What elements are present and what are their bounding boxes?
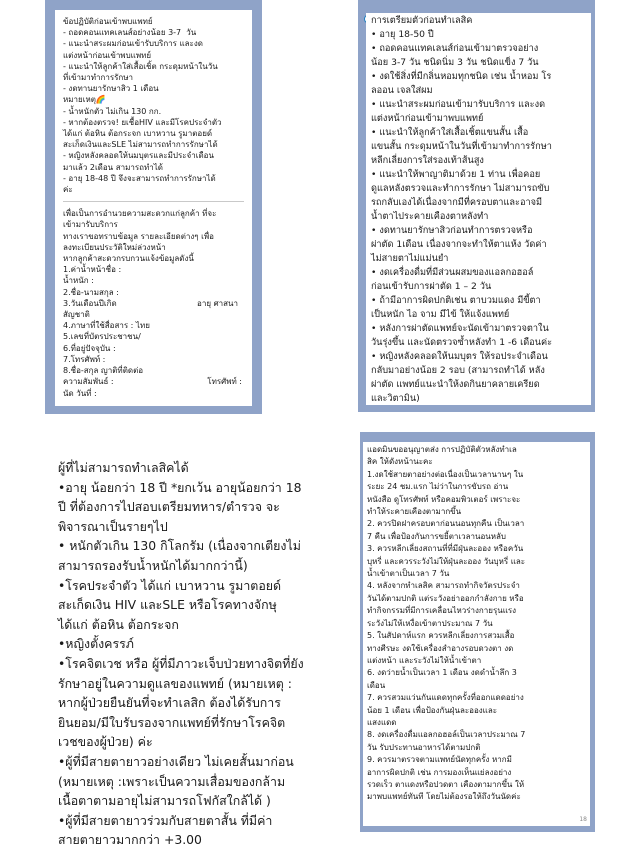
aftercare-line: วันได้ตามปกติ แต่ระวังอย่าออกกำลังกาย หรือ [367, 593, 524, 603]
preparation-line: รถกลับเองได้เนื่องจากมีที่ครอบตาและอาจมี [371, 197, 543, 208]
ineligible-line: สายตายาวมากกว่า +3.00 [58, 832, 202, 848]
card-post-lasik-care [360, 432, 595, 832]
aftercare-line: อาการผิดปกติ เช่น การมองเห็นแย่ลงอย่าง [367, 767, 512, 777]
post-lasik-care-list [367, 444, 588, 804]
ineligible-line: (หมายเหตุ :เพราะเป็นความเสื่อมของกล้าม [58, 773, 286, 789]
aftercare-line: 1.งดใช้สายตาอย่างต่อเนื่องเป็นเวลานานๆ ใน [367, 469, 524, 479]
checklist-line: - แนะนำให้ลูกค้าใส่เสื้อเชิ้ต กระดุมหน้าในวัน [63, 61, 218, 71]
form-field-label: 1.ค่าน้ำหน้าชื่อ : [63, 265, 122, 275]
form-field-row [63, 275, 244, 286]
preparation-line: และวิตามิน) [371, 393, 420, 404]
intro-line: ลงทะเบียนประวัติใหม่ล่วงหน้า [63, 242, 166, 252]
aftercare-line: วัน รับประทานอาหารได้ตามปกติ [367, 742, 481, 752]
aftercare-line: 2. ควรปิดฝาครอบตาก่อนนอนทุกคืน เป็นเวลา [367, 519, 525, 529]
card-pre-visit-guidelines [45, 0, 262, 414]
ineligible-line: •ผู้ที่มีสายตายาวร่วมกับสายตาสั้น ที่มีค่า [58, 812, 273, 828]
ineligible-line: พิจารณาเป็นรายๆไป [58, 518, 168, 534]
aftercare-line: น้อย 1 เดือน เพื่อป้องกันฝุ่นละอองและ [367, 705, 498, 715]
preparation-line: • ถ้ามีอาการผิดปกติเช่น ตาบวมแดง มีขี้ตา [371, 295, 541, 306]
form-field-label: 4.ภาษาที่ใช้สื่อสาร : ไทย [63, 321, 150, 331]
age-religion-label: อายุ ศาสนา [197, 298, 238, 308]
preparation-line: • หญิงหลังคลอดให้นมบุตร ให้รอประจำเดือน [371, 351, 548, 362]
registration-intro [63, 208, 244, 264]
ineligible-line: รักษาอยู่ในความดูแลของแพทย์ (หมายเหตุ : [58, 675, 292, 691]
form-field-row [63, 287, 244, 298]
form-field-row [63, 354, 244, 365]
ineligible-line: ปี ที่ต้องการไปสอบเตรียมทหาร/ตำรวจ จะ [58, 499, 280, 515]
ineligible-line: ได้แก่ ต้อหิน ต้อกระจก [58, 616, 179, 632]
checklist-line: สะเก็ดเงินและSLE ไม่สามารถทำการรักษาได้ [63, 140, 218, 150]
form-field-label: ความสัมพันธ์ : [63, 377, 114, 387]
preparation-line: แต่งหน้าก่อนเข้ามาพบแพทย์ [371, 113, 484, 124]
aftercare-line: เดือน [367, 680, 386, 690]
ineligible-line: •โรคประจำตัว ได้แก่ เบาหวาน รูมาตอยด์ [58, 577, 282, 593]
checklist-line: ที่เข้ามาทำการรักษา [63, 73, 134, 83]
preparation-line: ก่อนเข้ารับการผ่าตัด 1 – 2 วัน [371, 281, 492, 292]
form-field-row [63, 320, 244, 331]
ineligible-line: ยินยอม/มีใบรับรองจากแพทย์ที่รักษาโรคจิต [58, 714, 286, 730]
aftercare-line: ทางศีรษะ งดใช้เครื่องสำอางรอบดวงตา งด [367, 643, 514, 653]
lasik-preparation-list [371, 14, 589, 406]
form-field-row [63, 365, 244, 376]
aftercare-line: แต่งหน้า และระวังไม่ให้น้ำเข้าตา [367, 655, 482, 665]
intro-line: เข้ามารับบริการ [63, 220, 118, 230]
checklist-line: ข้อปฏิบัติก่อนเข้าพบแพทย์ [63, 17, 153, 26]
aftercare-line: ทำให้ระคายเคืองตามากขึ้น [367, 507, 462, 517]
form-field-row [63, 331, 244, 342]
preparation-line: ดูแลหลังตรวจและทำการรักษา ไม่สามารถขับ [371, 183, 550, 194]
preparation-line: กลับมาอย่างน้อย 2 รอบ (สามารถทำได้ หลัง [371, 365, 545, 376]
checklist-line: แต่งหน้าก่อนเข้าพบแพทย์ [63, 50, 152, 60]
preparation-line: แขนสั้น กระดุมหน้าในวันที่เข้ามาทำการรักษา [371, 141, 552, 152]
aftercare-line: 6. งดว่ายน้ำเป็นเวลา 1 เดือน งดดำน้ำลึก 3 [367, 668, 517, 678]
checklist-line: - หากต้องตรวจ! ยเชื้อHIV และมีโรคประจำตัว [63, 117, 222, 127]
ineligible-line: •โรคจิตเวช หรือ ผู้ที่มีภาวะเจ็บป่วยทางจิตที่ยัง [58, 655, 304, 671]
form-field-row [63, 376, 244, 387]
form-field-label: 6.ที่อยู่ปัจจุบัน : [63, 343, 116, 353]
ineligible-line: สามารถรองรับน้ำหนักได้มากกว่านี้) [58, 557, 248, 573]
checklist-line: - แนะนำสระผมก่อนเข้ารับบริการ และงด [63, 39, 203, 49]
aftercare-line: ทำกิจกรรมที่มีการเคลื่อนไหวร่างกายรุนแรง [367, 606, 517, 616]
checklist-line: - หญิงหลังคลอดให้นมบุตรและมีประจำเดือน [63, 151, 214, 161]
preparation-line: วันรุ่งขึ้น และนัดตรวจซ้ำหลังทำ 1 -6 เดือนค่ะ [371, 337, 553, 348]
checklist-line: - งดทานยารักษาสิว 1 เดือน [63, 84, 159, 94]
preparation-line: หลีกเลี่ยงการใส่รองเท้าส้นสูง [371, 155, 484, 166]
form-field-label: 7.โทรศัพท์ : [63, 354, 106, 364]
card-lasik-preparation-content [366, 13, 591, 405]
aftercare-line: ระยะ 24 ชม.แรก ไม่ว่าในการขับรถ อ่าน [367, 482, 509, 492]
preparation-line: ไม่สายตาไม่แม่นยำ [371, 253, 449, 264]
card-post-lasik-care-content [363, 442, 590, 826]
form-field-label: 2.ชื่อ-นามสกุล : [63, 287, 119, 297]
aftercare-line: หนังสือ ดูโทรศัพท์ หรือคอมพิวเตอร์ เพราะจะ [367, 494, 521, 504]
card-lasik-preparation [358, 0, 595, 412]
preparation-line: • งดทานยารักษาสิวก่อนทำการตรวจหรือ [371, 225, 533, 236]
pre-visit-checklist [63, 16, 244, 195]
registration-form-fields [63, 264, 244, 398]
card-pre-visit-guidelines-content [55, 10, 252, 406]
ineligible-line: •ผู้ที่มีสายตายาวอย่างเดียว ไม่เคยสั้นมาก่อน [58, 753, 294, 769]
phone-label: โทรศัพท์ : [207, 377, 242, 387]
preparation-line: ผ่าตัด 1เดือน เนื่องจากจะทำให้ตาแห้ง วัดค่า [371, 239, 547, 250]
preparation-line: น้อย 3-7 วัน ชนิดนิ่ม 3 วัน ชนิดแข็ง 7 วัน [371, 57, 539, 68]
preparation-line: • แนะนำให้พาญาติมาด้วย 1 ท่าน เพื่อคอย [371, 169, 541, 180]
ineligible-line: สะเก็ดเงิน HIV และSLE หรือโรคทางจักษุ [58, 597, 277, 613]
checklist-line: ได้แก่ ต้อหิน ต้อกระจก เบาหวาน รูมาตอยด์ [63, 129, 213, 139]
checklist-line: ค่ะ [63, 185, 73, 195]
aftercare-line: 8. งดเครื่องดื่มแอลกอฮอล์เป็นเวลาประมาณ 7 [367, 730, 526, 740]
preparation-line: • งดเครื่องดื่มที่มีส่วนผสมของแอลกอฮอล์ [371, 267, 534, 278]
aftercare-line: รวดเร็ว ตาแดงหรือปวดตา เคืองตามากขึ้น ให้ [367, 779, 525, 789]
form-field-row [63, 388, 244, 399]
aftercare-line: 5. ในสัปดาห์แรก ควรหลีกเลี่ยงการสวมเสื้อ [367, 631, 515, 641]
form-field-label: 3.วันเดือนปีเกิด [63, 298, 117, 308]
card-lasik-ineligible [50, 452, 304, 848]
aftercare-line: 7 คืน เพื่อป้องกันการขยี้ตาเวลานอนหลับ [367, 531, 507, 541]
checklist-line: - น้ำหนักตัว ไม่เกิน 130 กก. [63, 106, 162, 116]
preparation-line: • หลังการผ่าตัดแพทย์จะนัดเข้ามาตรวจตาใน [371, 323, 549, 334]
form-field-label: 8.ชื่อ-สกุล ญาติที่ติดต่อ [63, 366, 144, 376]
checklist-line: หมายเหตุ🌈 [63, 95, 106, 105]
form-field-row [63, 309, 244, 320]
preparation-line: ลออน เจลใส่ผม [371, 85, 433, 96]
ineligible-line: เนื้อตาตามอายุไม่สามารถโฟกัสใกล้ได้ ) [58, 793, 271, 809]
aftercare-line: ระวังไม่ให้เหงื่อเข้าตาประมาณ 7 วัน [367, 618, 493, 628]
preparation-line: • งดใช้สิ่งที่มีกลิ่นหอมทุกชนิด เช่น น้ำหอม โร [371, 71, 552, 82]
form-field-label: 5.เลขที่บัตรประชาชน/ [63, 332, 141, 342]
ineligible-criteria-list [50, 452, 304, 850]
form-field-label: นัด วันที่ : [63, 388, 97, 398]
ineligible-line: เวชของผู้ป่วย) ค่ะ [58, 734, 153, 750]
preparation-line: น้ำตาไประคายเคืองตาหลังทำ [371, 211, 489, 222]
aftercare-line: 7. ควรสวมแว่นกันแดดทุกครั้งที่ออกแดดอย่าง [367, 693, 524, 703]
form-field-row [63, 298, 244, 309]
ineligible-line: • หนักตัวเกิน 130 กิโลกรัม (เนื่องจากเตียงไม่ [58, 538, 301, 554]
aftercare-line: น้ำเข้าตาเป็นเวลา 7 วัน [367, 569, 450, 579]
preparation-line: ผ่าตัด แพทย์แนะนำให้งดกินยาคลายเครียด [371, 379, 540, 390]
section-divider [63, 201, 244, 202]
preparation-line: เป็นหนัก ไอ จาม มีไข้ ให้แจ้งแพทย์ [371, 309, 510, 320]
preparation-line: • แนะนำสระผมก่อนเข้ามารับบริการ และงด [371, 99, 546, 110]
aftercare-line: มาพบแพทย์ทันที โดยไม่ต้องรอให้ถึงวันนัดค่ะ [367, 792, 521, 802]
checklist-line: - อายุ 18-48 ปี จึงจะสามารถทำการรักษาได้ [63, 173, 216, 183]
ineligible-line: ผู้ที่ไม่สามารถทำเลสิคได้ [58, 460, 189, 475]
preparation-line: • ถอดคอนแทคเลนส์ก่อนเข้ามาตรวจอย่าง [371, 43, 539, 54]
ineligible-line: หากผู้ป่วยยืนยันที่จะทำเลสิก ต้องได้รับการ [58, 695, 281, 711]
checklist-line: มาแล้ว 2เดือน สามารถทำได้ [63, 162, 163, 172]
aftercare-line: 3. ควรหลีกเลี่ยงสถานที่ที่มีฝุ่นละออง หรือควัน [367, 544, 524, 554]
aftercare-line: สิค ให้ดังหน้านะคะ [367, 457, 433, 467]
preparation-line: • อายุ 18-50 ปี [371, 29, 434, 40]
aftercare-line: 4. หลังจากทำเลสิค สามารถทำกิจวัตรประจำ [367, 581, 520, 591]
aftercare-line: บุหรี่ และควรระวังไม่ให้ฝุ่นละออง วันบุหรี่ และ [367, 556, 526, 566]
ineligible-line: •อายุ น้อยกว่า 18 ปี *ยกเว้น อายุน้อยกว่า 18 [58, 479, 302, 495]
form-field-label: น้ำหนัก : [63, 276, 94, 286]
checklist-line: - ถอดคอนแทคเลนส์อย่างน้อย 3-7 วัน [63, 28, 197, 38]
form-field-label: สัญชาติ [63, 310, 90, 320]
form-field-row [63, 264, 244, 275]
preparation-line: การเตรียมตัวก่อนทำเลสิค [371, 15, 473, 26]
aftercare-line: แสงแดด [367, 717, 397, 727]
page-mark: 18 [579, 816, 587, 823]
aftercare-line: 9. ควรมาตรวจตามแพทย์นัดทุกครั้ง หากมี [367, 755, 512, 765]
intro-line: หากลูกค้าสะดวกรบกวนแจ้งข้อมูลดังนี้ [63, 254, 194, 264]
preparation-line: • แนะนำให้ลูกค้าใส่เสื้อเชิ้ตแขนสั้น เสื้อ [371, 127, 529, 138]
intro-line: ทางเราขอทราบข้อมูล รายละเอียดต่างๆ เพื่อ [63, 231, 214, 241]
aftercare-line: แอดมินขออนุญาตส่ง การปฏิบัติตัวหลังทำเล [367, 445, 517, 454]
ineligible-line: •หญิงตั้งครรภ์ [58, 636, 134, 652]
intro-line: เพื่อเป็นการอำนวยความสะดวกแก่ลูกค้า ที่จะ [63, 209, 217, 219]
form-field-row [63, 343, 244, 354]
